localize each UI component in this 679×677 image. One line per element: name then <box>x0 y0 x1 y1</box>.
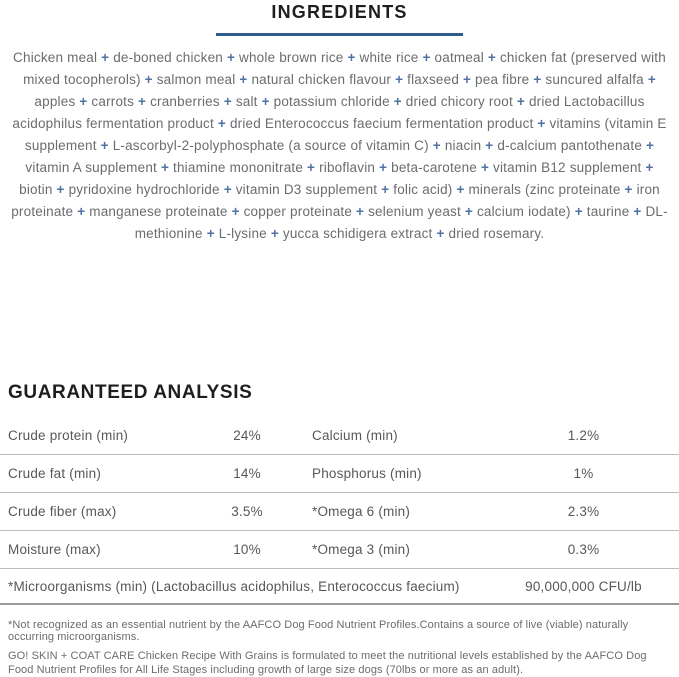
table-row <box>0 493 679 531</box>
plus-separator: + <box>160 160 170 175</box>
nutrient-value: 3.5% <box>231 504 263 519</box>
plus-separator: + <box>77 204 86 219</box>
plus-separator: + <box>226 50 236 65</box>
aafco-footnote: *Not recognized as an essential nutrient by the AAFCO Dog Food Nutrient Profiles.Contains a source of live (viable) naturally occurring microorganisms. <box>8 619 629 643</box>
plus-separator: + <box>645 160 654 175</box>
table-row-microorganisms <box>0 569 679 605</box>
plus-separator: + <box>144 72 153 87</box>
plus-separator: + <box>487 50 497 65</box>
plus-separator: + <box>379 160 388 175</box>
nutrient-label: Calcium (min) <box>312 428 398 443</box>
nutrient-value: 1.2% <box>567 428 600 443</box>
plus-separator: + <box>480 160 490 175</box>
nutrient-value: 1% <box>573 466 594 481</box>
plus-separator: + <box>100 138 109 153</box>
plus-separator: + <box>485 138 494 153</box>
nutrient-value: 24% <box>233 428 261 443</box>
plus-separator: + <box>381 182 390 197</box>
nutrient-label: Crude fat (min) <box>8 466 102 481</box>
nutrient-label: Phosphorus (min) <box>312 466 422 481</box>
formulation-statement: GO! SKIN + COAT CARE Chicken Recipe With Grains is formulated to meet the nutritional levels established by the AAFCO Dog Food Nutrient Profiles for All Life Stages including growth of large size dogs (70lbs or more as an adult). <box>8 650 647 676</box>
plus-separator: + <box>432 138 441 153</box>
nutrient-label: *Microorganisms (min) (Lactobacillus acidophilus, Enterococcus faecium) <box>8 578 460 594</box>
plus-separator: + <box>393 94 402 109</box>
nutrient-value: 0.3% <box>567 542 600 557</box>
ingredients-title: INGREDIENTS <box>271 2 408 22</box>
plus-separator: + <box>79 94 88 109</box>
nutrient-value: 14% <box>233 466 261 481</box>
plus-separator: + <box>624 182 633 197</box>
nutrient-value: 90,000,000 CFU/lb <box>525 578 642 594</box>
plus-separator: + <box>231 204 240 219</box>
nutrient-value: 2.3% <box>567 504 600 519</box>
guaranteed-analysis-section <box>0 382 679 605</box>
guaranteed-analysis-table <box>0 417 679 605</box>
table-row <box>0 455 679 493</box>
plus-separator: + <box>464 204 473 219</box>
plus-separator: + <box>422 50 431 65</box>
plus-separator: + <box>217 116 226 131</box>
table-row <box>0 531 679 569</box>
nutrient-value: 10% <box>233 542 261 557</box>
nutrient-label: *Omega 6 (min) <box>312 504 411 519</box>
plus-separator: + <box>533 72 542 87</box>
plus-separator: + <box>223 182 232 197</box>
plus-separator: + <box>647 72 656 87</box>
plus-separator: + <box>223 94 232 109</box>
plus-separator: + <box>239 72 248 87</box>
title-divider <box>216 33 463 36</box>
plus-separator: + <box>462 72 472 87</box>
nutrient-label: Moisture (max) <box>8 542 101 557</box>
table-row <box>0 417 679 455</box>
ingredients-list: Chicken meal + de-boned chicken + whole brown rice + white rice + oatmeal + chicken fat (preserved with mixed tocopherols) + salmon meal + natural chicken flavour + flaxseed + pea fibre + suncured alfalfa + apples + carrots + cranberries + salt + potassium chloride + dried chicory root + dried Lactobacillus acidophilus fermentation product + dried Enterococcus faecium fermentation product + vitamins (vitamin E supplement + L-ascorbyl-2-polyphosphate (a source of vitamin C) + niacin + d-calcium pantothenate + vitamin A supplement + thiamine mononitrate + riboflavin + beta-carotene + vitamin B12 supplement + biotin + pyridoxine hydrochloride + vitamin D3 supplement + folic acid) + minerals (zinc proteinate + iron proteinate + manganese proteinate + copper proteinate + selenium yeast + calcium iodate) + taurine + DL-methionine + L-lysine + yucca schidigera extract + dried rosemary. <box>11 50 668 241</box>
plus-separator: + <box>516 94 525 109</box>
plus-separator: + <box>646 138 655 153</box>
plus-separator: + <box>138 94 147 109</box>
plus-separator: + <box>261 94 270 109</box>
plus-separator: + <box>101 50 110 65</box>
plus-separator: + <box>537 116 546 131</box>
ingredients-header <box>0 2 679 36</box>
plus-separator: + <box>574 204 583 219</box>
guaranteed-analysis-title: GUARANTEED ANALYSIS <box>8 382 253 403</box>
plus-separator: + <box>395 72 404 87</box>
nutrient-label: Crude protein (min) <box>8 428 129 443</box>
plus-separator: + <box>206 226 215 241</box>
nutrient-label: *Omega 3 (min) <box>312 542 411 557</box>
plus-separator: + <box>456 182 465 197</box>
nutrient-label: Crude fiber (max) <box>8 504 117 519</box>
plus-separator: + <box>307 160 316 175</box>
plus-separator: + <box>270 226 279 241</box>
plus-separator: + <box>56 182 65 197</box>
plus-separator: + <box>436 226 445 241</box>
plus-separator: + <box>356 204 365 219</box>
plus-separator: + <box>347 50 356 65</box>
plus-separator: + <box>633 204 642 219</box>
